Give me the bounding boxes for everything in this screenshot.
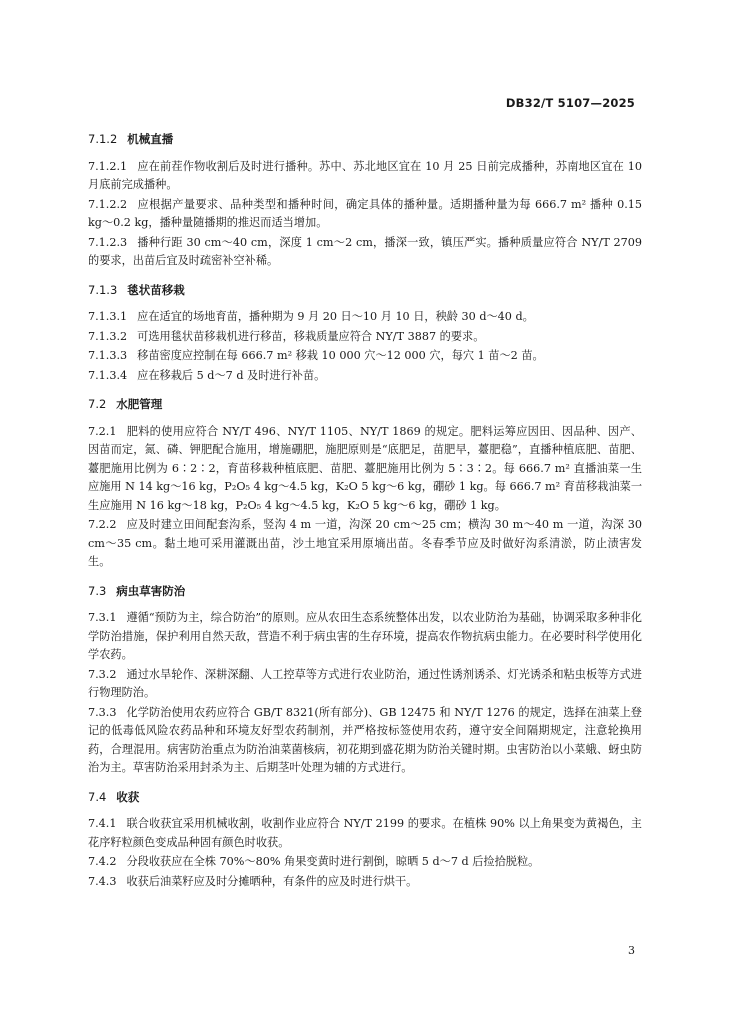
clause-text: 应在适宜的场地育苗，播种期为 9 月 20 日～10 月 10 日，秧龄 30 d～40 d。 (137, 310, 534, 323)
section-title: 机械直播 (127, 132, 174, 146)
section-title: 毯状苗移栽 (127, 282, 185, 297)
clause-paragraph (88, 609, 642, 665)
clause-number: 7.1.2.3 (88, 235, 128, 249)
clause-number: 7.4.2 (88, 855, 117, 868)
clause-text: 通过水旱轮作、深耕深翻、人工控草等方式进行农业防治，通过性诱剂诱杀、灯光诱杀和粘虫板等方式进行物理防治。 (88, 667, 642, 699)
section-heading (88, 395, 642, 414)
section-title: 水肥管理 (116, 397, 163, 411)
clause-text: 应及时建立田间配套沟系，竖沟 4 m 一道，沟深 20 cm～25 cm；横沟 30 m～40 m 一道，沟深 30 cm～35 cm。黏土地可采用灌溉出苗，沙土地宜采用原墒出苗。冬春季节应及时做好沟系清淤，防止渍害发生。 (88, 518, 642, 568)
page-number: 3 (628, 944, 635, 957)
clause-paragraph (88, 516, 642, 572)
section-gap (88, 779, 642, 788)
clause-text: 应根据产量要求、品种类型和播种时间，确定具体的播种量。适期播种量为每 666.7 m² 播种 0.15 kg～0.2 kg，播种量随播期的推迟而适当增加。 (88, 197, 642, 229)
clause-text: 移苗密度应控制在每 666.7 m² 移栽 10 000 穴～12 000 穴，每穴 1 苗～2 苗。 (137, 349, 544, 362)
clause-text: 应在前茬作物收割后及时进行播种。苏中、苏北地区宜在 10 月 25 日前完成播种，苏南地区宜在 10 月底前完成播种。 (88, 159, 642, 191)
section-number: 7.1.3 (88, 282, 118, 297)
clause-number: 7.4.3 (88, 874, 117, 888)
clause-paragraph (88, 234, 642, 271)
document-body (88, 130, 642, 892)
clause-number: 7.1.3.3 (88, 349, 128, 362)
standard-code: DB32/T 5107—2025 (505, 96, 635, 110)
clause-number: 7.1.2.1 (88, 159, 128, 173)
section-number: 7.3 (88, 583, 107, 598)
clause-text: 播种行距 30 cm～40 cm，深度 1 cm～2 cm，播深一致，镇压严实。播种质量应符合 NY/T 2709 的要求，出苗后宜及时疏密补空补稀。 (88, 235, 642, 267)
section-heading (88, 788, 642, 807)
clause-text: 化学防治使用农药应符合 GB/T 8321(所有部分)、GB 12475 和 NY/T 1276 的规定，选择在油菜上登记的低毒低风险农药品种和环境友好型农药制剂，并严格按标签使用农药，遵守安全间隔期规定，注意轮换用药，合理混用。病害防治重点为防治油菜菌核病，初花期到盛花期为防治关键时期。虫害防治以小菜蛾、蚜虫防治为主。草害防治采用封杀为主、后期茎叶处理为辅的方式进行。 (88, 705, 642, 774)
clause-number: 7.3.3 (88, 705, 117, 719)
section-gap (88, 272, 642, 281)
clause-number: 7.3.1 (88, 611, 117, 624)
clause-text: 收获后油菜籽应及时分摊晒种，有条件的应及时进行烘干。 (126, 874, 418, 888)
clause-number: 7.1.2.2 (88, 197, 128, 211)
clause-paragraph (88, 853, 642, 872)
clause-number: 7.1.3.4 (88, 368, 128, 382)
clause-paragraph (88, 196, 642, 233)
section-gap (88, 386, 642, 395)
clause-number: 7.1.3.2 (88, 329, 128, 343)
clause-paragraph (88, 328, 642, 347)
clause-paragraph (88, 423, 642, 516)
section-heading (88, 281, 642, 300)
clause-text: 可选用毯状苗移栽机进行移苗，移栽质量应符合 NY/T 3887 的要求。 (137, 329, 485, 343)
clause-paragraph (88, 815, 642, 852)
clause-paragraph (88, 158, 642, 195)
clause-text: 联合收获宜采用机械收割，收割作业应符合 NY/T 2199 的要求。在植株 90% 以上角果变为黄褐色，主花序籽粒颜色变成品种固有颜色时收获。 (88, 817, 642, 849)
clause-number: 7.4.1 (88, 817, 117, 830)
clause-paragraph (88, 704, 642, 778)
clause-paragraph (88, 347, 642, 366)
clause-number: 7.3.2 (88, 667, 117, 681)
section-title: 收获 (116, 789, 140, 804)
clause-text: 分段收获应在全株 70%～80% 角果变黄时进行割倒，晾晒 5 d～7 d 后捡拾脱粒。 (126, 855, 540, 868)
clause-paragraph (88, 873, 642, 892)
section-heading (88, 130, 642, 149)
clause-text: 应在移栽后 5 d～7 d 及时进行补苗。 (137, 368, 326, 382)
clause-paragraph (88, 367, 642, 386)
section-title: 病虫草害防治 (116, 583, 186, 598)
section-heading (88, 582, 642, 601)
clause-text: 遵循“预防为主，综合防治”的原则。应从农田生态系统整体出发，以农业防治为基础，协调采取多种非化学防治措施，保护利用自然天敌，营造不利于病虫害的生存环境，提高农作物抗病虫能力。在必要时科学使用化学农药。 (88, 611, 642, 661)
clause-number: 7.1.3.1 (88, 310, 128, 323)
clause-text: 肥料的使用应符合 NY/T 496、NY/T 1105、NY/T 1869 的规定。肥料运筹应因田、因品种、因产、因苗而定，氮、磷、钾肥配合施用，增施硼肥，施肥原则是“底肥足，苗肥早，薹肥稳”，直播种植底肥、苗肥、薹肥施用比例为 6∶2∶2，育苗移栽种植底肥、苗肥、薹肥施用比例为 5∶3∶2。每 666.7 m² 直播油菜一生应施用 N 14 kg～16 kg，P₂O₅ 4 kg～4.5 kg，K₂O 5 kg～6 kg，硼砂 1 kg。每 666.7 m² 育苗移栽油菜一生应施用 N 16 kg～18 kg，P₂O₅ 4 kg～4.5 kg，K₂O 5 kg～6 kg，硼砂 1 kg。 (88, 424, 643, 512)
section-number: 7.2 (88, 397, 107, 411)
clause-paragraph (88, 666, 642, 703)
section-gap (88, 573, 642, 582)
clause-paragraph (88, 308, 642, 327)
section-number: 7.4 (88, 789, 107, 804)
clause-number: 7.2.2 (88, 518, 117, 531)
section-number: 7.1.2 (88, 132, 118, 146)
clause-number: 7.2.1 (88, 424, 117, 438)
